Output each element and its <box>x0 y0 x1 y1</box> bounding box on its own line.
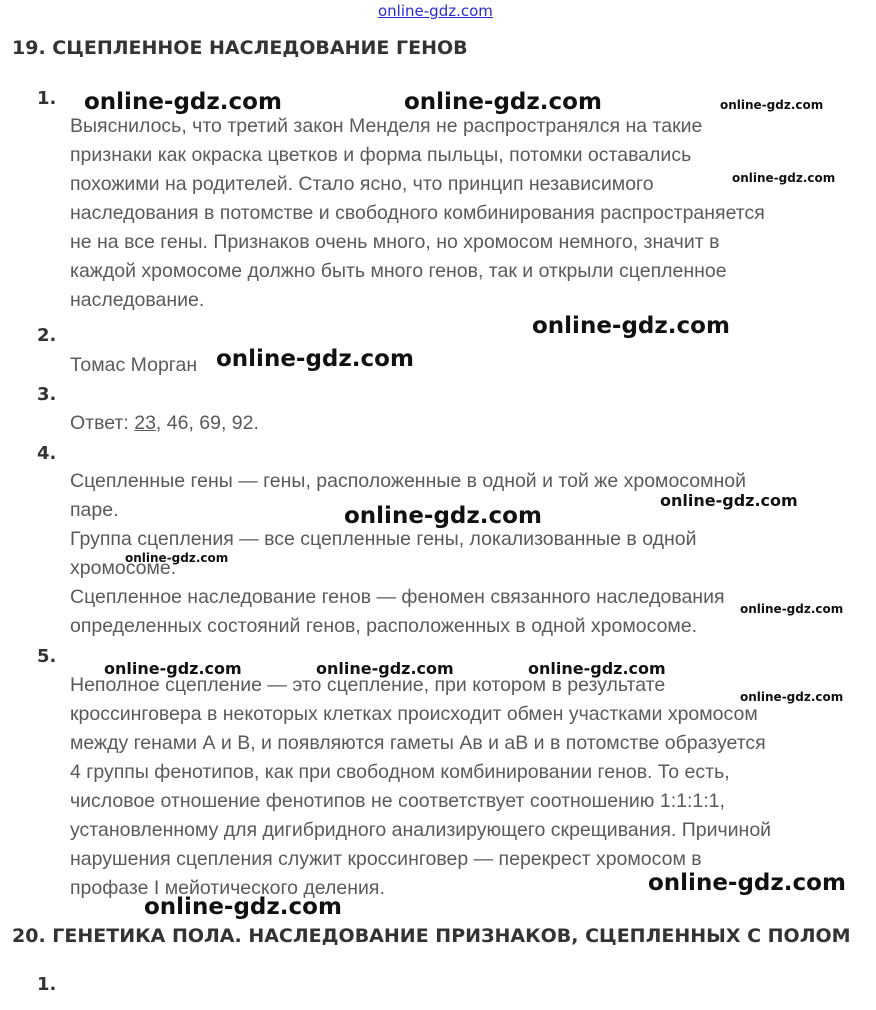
watermark: online-gdz.com <box>404 89 602 115</box>
text-line: определенных состояний генов, расположенных в одной хромосоме. <box>70 615 698 637</box>
watermark: online-gdz.com <box>104 659 242 678</box>
watermark: online-gdz.com <box>84 89 282 115</box>
text-line: кроссинговера в некоторых клетках происходит обмен участками хромосом <box>70 703 758 725</box>
watermark: online-gdz.com <box>648 870 846 896</box>
text-line: числовое отношение фенотипов не соответствует соотношению 1:1:1:1, <box>70 790 725 812</box>
watermark: online-gdz.com <box>528 659 666 678</box>
watermark: online-gdz.com <box>144 894 342 920</box>
text-line: наследование. <box>70 289 205 311</box>
text-line: между генами А и В, и появляются гаметы Ав и аВ и в потомстве образуется <box>70 732 766 754</box>
watermark: online-gdz.com <box>125 551 229 565</box>
watermark: online-gdz.com <box>740 690 844 704</box>
text-line: хромосоме. <box>70 557 177 579</box>
answer-underlined-value: 23 <box>134 412 156 434</box>
watermark: online-gdz.com <box>660 491 798 510</box>
watermark: online-gdz.com <box>316 659 454 678</box>
item-5-text <box>70 671 870 903</box>
section-20-item-1-number: 1. <box>37 974 57 995</box>
text-line: нарушения сцепления служит кроссинговер — перекрест хромосом в <box>70 848 702 870</box>
item-3-number: 3. <box>37 384 57 405</box>
text-line: паре. <box>70 499 119 521</box>
answer-prefix: Ответ: <box>70 412 135 434</box>
text-line: Группа сцепления — все сцепленные гены, локализованные в одной <box>70 528 697 550</box>
watermark: online-gdz.com <box>720 98 824 112</box>
section-20-title: 20. ГЕНЕТИКА ПОЛА. НАСЛЕДОВАНИЕ ПРИЗНАКОВ, СЦЕПЛЕННЫХ С ПОЛОМ <box>12 925 851 947</box>
text-line: профазе I мейотического деления. <box>70 877 385 899</box>
answer-rest: , 46, 69, 92. <box>155 412 259 434</box>
text-line: 4 группы фенотипов, как при свободном комбинировании генов. То есть, <box>70 761 730 783</box>
text-line: похожими на родителей. Стало ясно, что принцип независимого <box>70 173 654 195</box>
text-line: не на все гены. Признаков очень много, но хромосом немного, значит в <box>70 231 720 253</box>
watermark: online-gdz.com <box>532 313 730 339</box>
text-line: признаки как окраска цветков и форма пыльцы, потомки оставались <box>70 144 692 166</box>
watermark: online-gdz.com <box>216 346 414 372</box>
item-4-number: 4. <box>37 443 57 464</box>
text-line: Сцепленные гены — гены, расположенные в одной и той же хромосомной <box>70 470 747 492</box>
item-1-number: 1. <box>37 88 57 109</box>
watermark: online-gdz.com <box>344 503 542 529</box>
item-2-text <box>70 351 870 380</box>
text-line: Сцепленное наследование генов — феномен связанного наследования <box>70 586 725 608</box>
item-2-number: 2. <box>37 325 57 346</box>
item-5-number: 5. <box>37 646 57 667</box>
text-line: установленному для дигибридного анализирующего скрещивания. Причиной <box>70 819 772 841</box>
text-line: Томас Морган <box>70 354 198 376</box>
item-1-text <box>70 112 870 315</box>
text-line: Неполное сцепление — это сцепление, при котором в результате <box>70 674 666 696</box>
section-19-title: 19. СЦЕПЛЕННОЕ НАСЛЕДОВАНИЕ ГЕНОВ <box>12 37 468 59</box>
site-link[interactable]: online-gdz.com <box>378 2 493 20</box>
item-3-answer <box>70 409 870 438</box>
watermark: online-gdz.com <box>732 171 836 185</box>
text-line: каждой хромосоме должно быть много генов, так и открыли сцепленное <box>70 260 727 282</box>
text-line: наследования в потомстве и свободного комбинирования распространяется <box>70 202 765 224</box>
text-line: Выяснилось, что третий закон Менделя не распространялся на такие <box>70 115 703 137</box>
watermark: online-gdz.com <box>740 602 844 616</box>
